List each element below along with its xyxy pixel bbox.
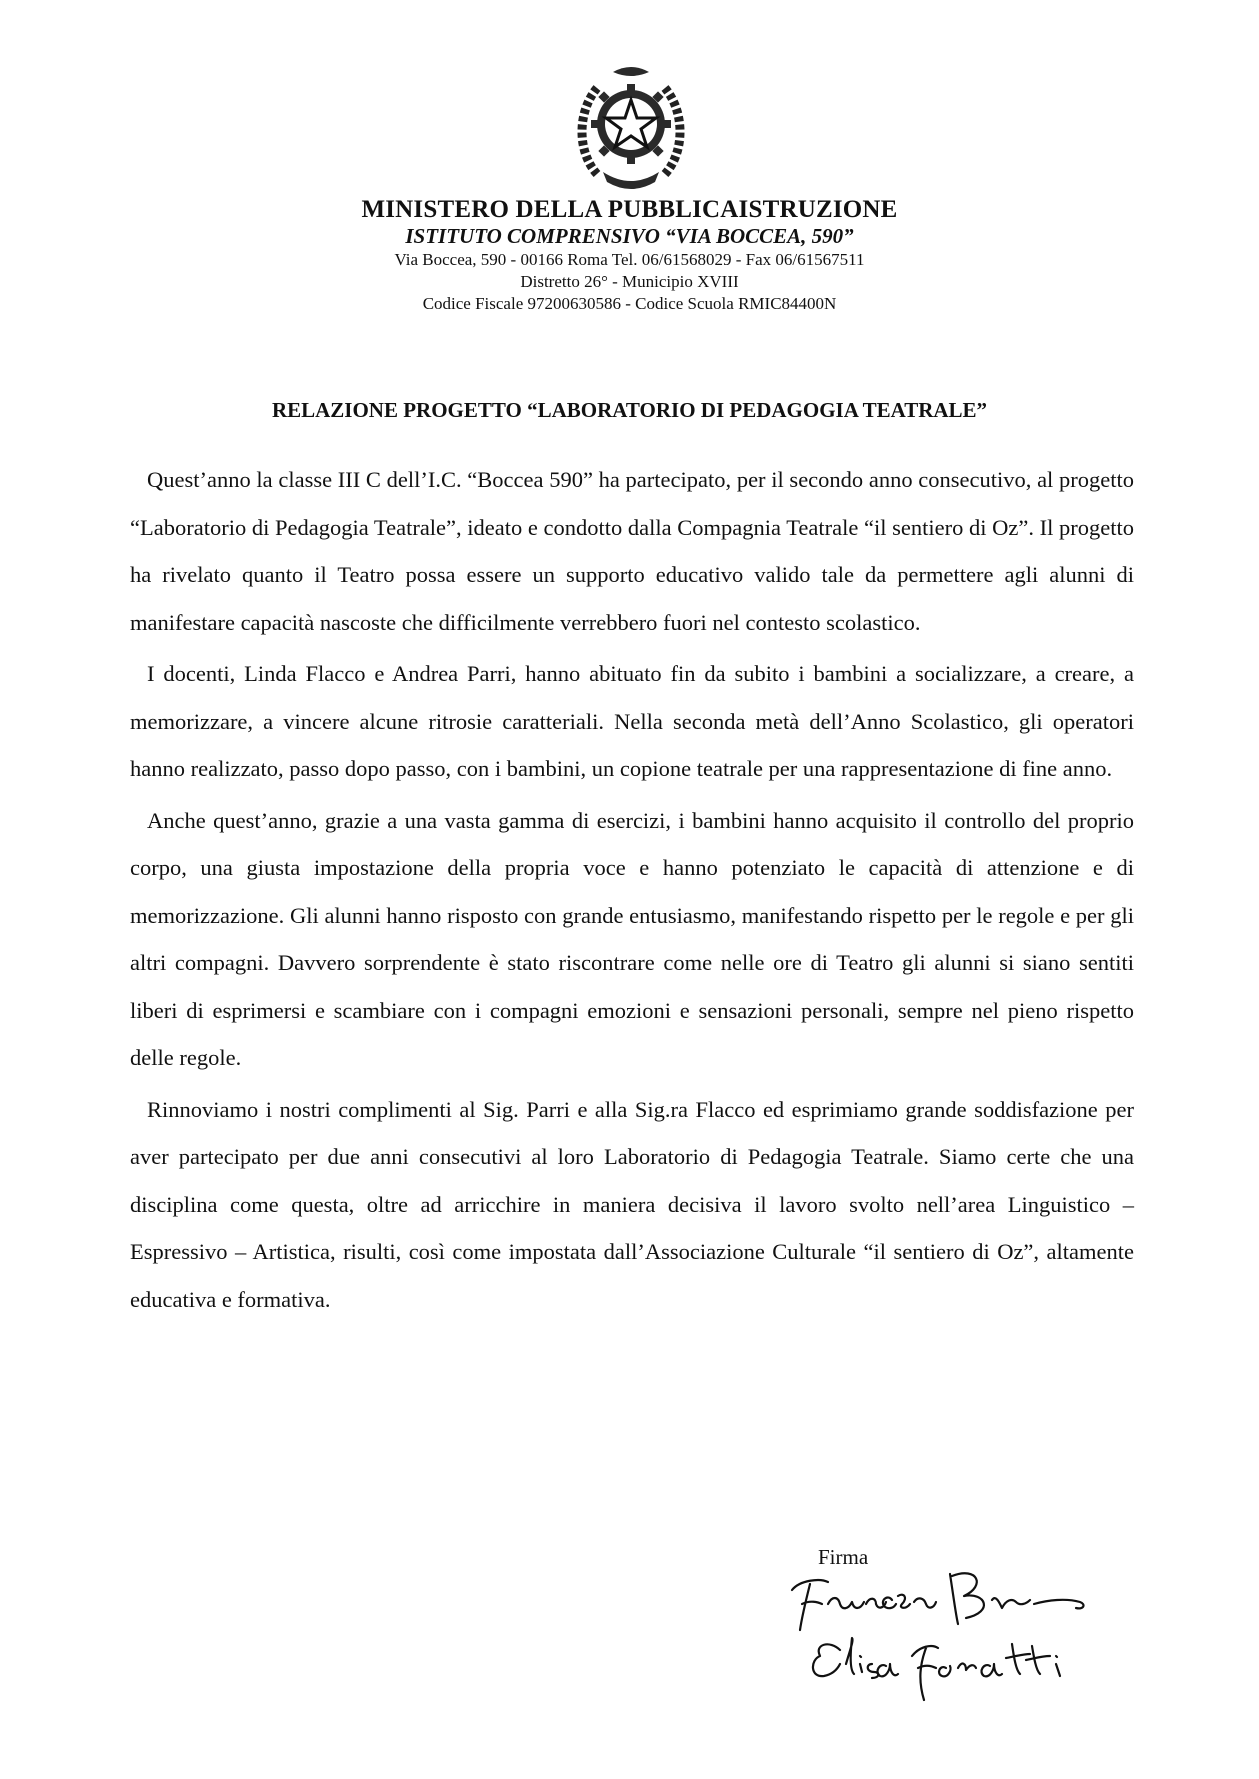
document-title: RELAZIONE PROGETTO “LABORATORIO DI PEDAGOGIA TEATRALE” (271, 398, 988, 422)
address-line: Via Boccea, 590 - 00166 Roma Tel. 06/61568029 - Fax 06/61567511 (394, 250, 865, 269)
letterhead (0, 196, 1259, 315)
institute-name: ISTITUTO COMPRENSIVO “VIA BOCCEA, 590” (405, 224, 854, 248)
paragraph: I docenti, Linda Flacco e Andrea Parri, hanno abituato fin da subito i bambini a socializzare, a creare, a memorizzare, a vincere alcune ritrosie caratteriali. Nella seconda metà dell’Anno Scolastico, gli operatori hanno realizzato, passo dopo passo, con i bambini, un copione teatrale per una rappresentazione di fine anno. (130, 661, 1134, 781)
italian-republic-emblem-icon (573, 62, 689, 192)
codes-line: Codice Fiscale 97200630586 - Codice Scuola RMIC84400N (422, 294, 837, 313)
district-line: Distretto 26° - Municipio XVIII (520, 272, 739, 291)
paragraph: Anche quest’anno, grazie a una vasta gamma di esercizi, i bambini hanno acquisito il controllo del proprio corpo, una giusta impostazione della propria voce e hanno potenziato le capacità di attenzione e di memorizzazione. Gli alunni hanno risposto con grande entusiasmo, manifestando rispetto per le regole e per gli altri compagni. Davvero sorprendente è stato riscontrare come nelle ore di Teatro gli alunni si siano sentiti liberi di esprimersi e scambiare con i compagni emozioni e sensazioni personali, sempre nel pieno rispetto delle regole. (130, 807, 1134, 1070)
report-body (130, 456, 1134, 1327)
paragraph: Quest’anno la classe III C dell’I.C. “Boccea 590” ha partecipato, per il secondo anno consecutivo, al progetto “Laboratorio di Pedagogia Teatrale”, ideato e condotto dalla Compagnia Teatrale “il sentiero di Oz”. Il progetto ha rivelato quanto il Teatro possa essere un supporto educativo valido tale da permettere agli alunni di manifestare capacità nascoste che difficilmente verrebbero fuori nel contesto scolastico. (130, 467, 1134, 635)
paragraph: Rinnoviamo i nostri complimenti al Sig. Parri e alla Sig.ra Flacco ed esprimiamo grande soddisfazione per aver partecipato per due anni consecutivi al loro Laboratorio di Pedagogia Teatrale. Siamo certe che una disciplina come questa, oltre ad arricchire in maniera decisiva il lavoro svolto nell’area Linguistico – Espressivo – Artistica, risulti, così come impostata dall’Associazione Culturale “il sentiero di Oz”, altamente educativa e formativa. (130, 1096, 1134, 1312)
ministry-name: MINISTERO DELLA PUBBLICAISTRUZIONE (361, 196, 898, 223)
handwritten-signature-icon (780, 1560, 1160, 1710)
signature-label: Firma (818, 1545, 869, 1569)
